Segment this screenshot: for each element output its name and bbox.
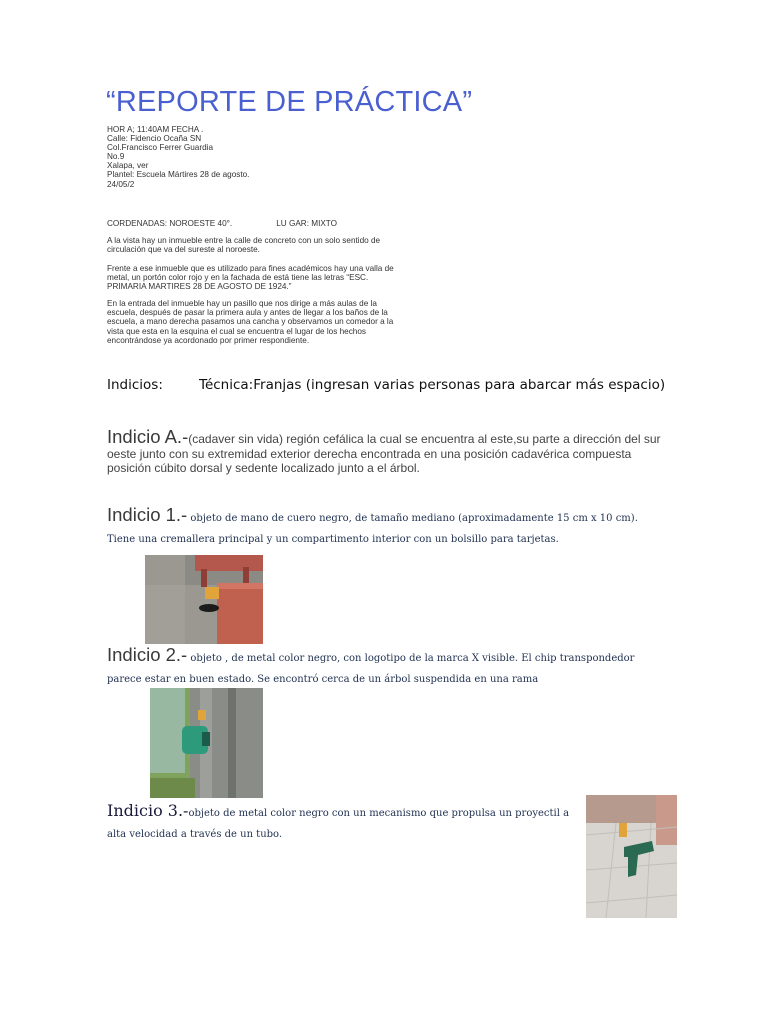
indicio-3-text: objeto de metal color negro con un mecanismo que propulsa un proyectil a alta velocidad a través de un tubo. xyxy=(107,808,570,840)
indicio-1-heading: Indicio 1.- xyxy=(107,504,188,525)
coordinates-line xyxy=(107,219,337,228)
evidence-marker xyxy=(205,587,219,599)
indicio-3-heading: Indicio 3.- xyxy=(107,801,189,820)
description-paragraph: En la entrada del inmueble hay un pasillo que nos dirige a más aulas de la escuela, después de pasar la primera aula y antes de llegar a los baños de la escuela, a mano derecha pasamos una cancha y observamos un comedor a la vista que esta en la esquina el cual se encuentra el lugar de los hechos encontrándose ya acordonado por primer respondiente. xyxy=(107,299,394,345)
indicio-a-heading: Indicio A.- xyxy=(107,426,189,447)
indicio-2 xyxy=(107,644,667,690)
lugar-label: LU GAR: MIXTO xyxy=(276,219,338,228)
description-paragraph: A la vista hay un inmueble entre la calle de concreto con un solo sentido de circulación que va del sureste al noroeste. xyxy=(107,236,381,255)
coordinates-label: CORDENADAS: NOROESTE 40°. xyxy=(107,219,233,228)
meta-plantel: Plantel: Escuela Mártires 28 de agosto. xyxy=(107,170,250,180)
indicio-a-text: (cadaver sin vida) región cefálica la cual se encuentra al este,su parte a dirección del sur oeste junto con su extremidad exterior derecha encontrada en una posición cadavérica compuesta posición cúbito dorsal y sedente localizado junto a el árbol. xyxy=(107,432,661,475)
indicio-2-heading: Indicio 2.- xyxy=(107,644,188,665)
meta-numero: No.9 xyxy=(107,152,125,162)
indicios-label: Indicios: xyxy=(107,377,163,393)
meta-hora: HOR A; 11:40AM FECHA . xyxy=(107,125,204,134)
meta-fecha: 24/05/2 xyxy=(107,179,135,189)
evidence-marker xyxy=(619,823,627,837)
indicio-1-text: objeto de mano de cuero negro, de tamaño mediano (aproximadamente 15 cm x 10 cm). Tiene una cremallera principal y un compartimento interior con un bolsillo para tarjetas. xyxy=(107,513,638,545)
indicios-header xyxy=(107,377,666,393)
report-metadata xyxy=(107,125,249,189)
meta-ciudad: Xalapa, ver xyxy=(107,161,149,171)
indicio-3 xyxy=(107,800,577,845)
meta-calle: Calle: Fidencio Ocaña SN xyxy=(107,134,202,144)
indicio-1 xyxy=(107,504,667,550)
meta-colonia: Col.Francisco Ferrer Guardia xyxy=(107,143,214,153)
indicio-a xyxy=(107,426,667,476)
indicio-2-text: objeto , de metal color negro, con logotipo de la marca X visible. El chip transpondedor parece estar en buen estado. Se encontró cerca de un árbol suspendida en una rama xyxy=(107,653,635,685)
tecnica-label: Técnica:Franjas (ingresan varias personas para abarcar más espacio) xyxy=(199,377,666,393)
evidence-photo-gun xyxy=(586,795,677,918)
evidence-marker xyxy=(198,710,206,720)
evidence-photo-wallet xyxy=(145,555,263,644)
evidence-photo-tree xyxy=(150,688,263,798)
description-paragraph: Frente a ese inmueble que es utilizado para fines académicos hay una valla de metal, un portón color rojo y en la fachada de está tiene las letras “ESC. PRIMARIA MARTIRES 28 DE AGOSTO DE 1924.” xyxy=(107,264,394,292)
page-title: “REPORTE DE PRÁCTICA” xyxy=(106,86,473,118)
